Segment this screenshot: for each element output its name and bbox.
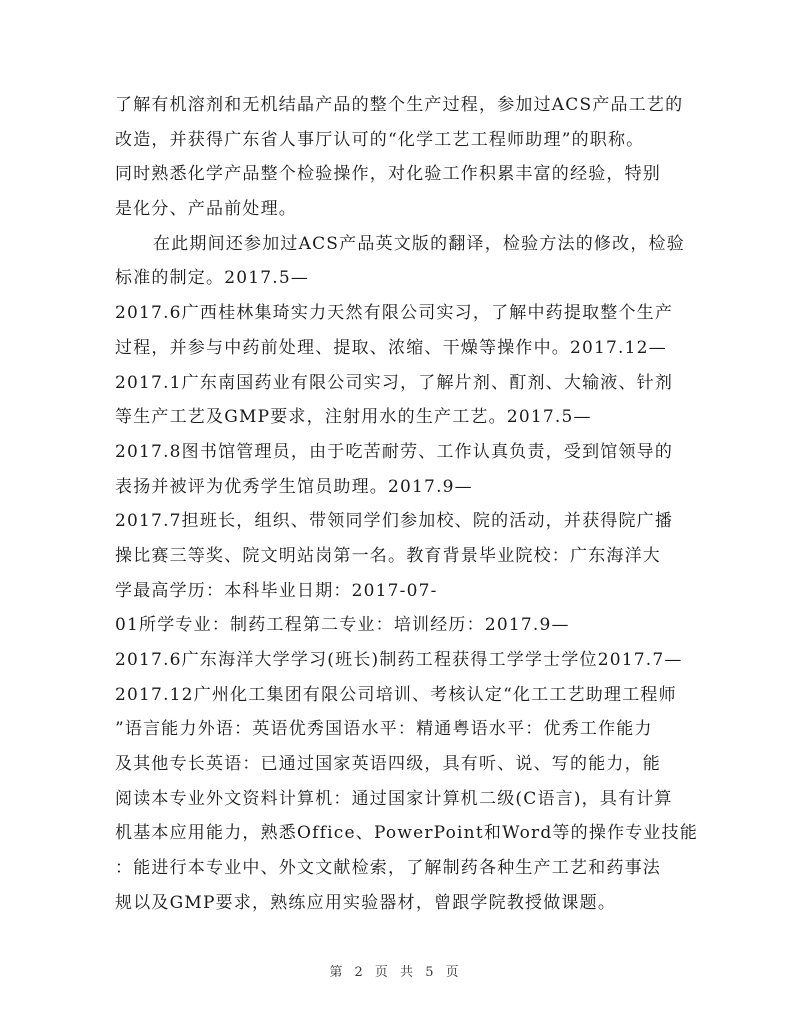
text-line: 2017.8图书馆管理员，由于吃苦耐劳、工作认真负责，受到馆领导的: [115, 441, 674, 462]
text-line: 过程，并参与中药前处理、提取、浓缩、干燥等操作中。2017.12—: [115, 337, 667, 358]
text-line: ”语言能力外语：英语优秀国语水平：精通粤语水平：优秀工作能力: [115, 719, 653, 740]
text-line: 阅读本专业外文资料计算机：通过国家计算机二级(C语言)，具有计算: [115, 788, 673, 809]
text-line-indented: 在此期间还参加过ACS产品英文版的翻译，检验方法的修改，检验: [153, 233, 685, 254]
text-line: 了解有机溶剂和无机结晶产品的整个生产过程，参加过ACS产品工艺的: [115, 95, 684, 115]
page-number-footer: 第 2 页 共 5 页: [329, 965, 463, 980]
text-line: 2017.6广东海洋大学学习(班长)制药工程获得工学学士学位2017.7—: [115, 650, 683, 670]
text-line: 表扬并被评为优秀学生馆员助理。2017.9—: [115, 476, 473, 497]
text-line: 是化分、产品前处理。: [115, 199, 297, 220]
document-body: [115, 88, 699, 921]
text-line: ：能进行本专业中、外文文献检索，了解制药各种生产工艺和药事法: [115, 858, 661, 879]
text-line: 同时熟悉化学产品整个检验操作，对化验工作积累丰富的经验，特别: [115, 164, 661, 185]
text-line: 改造，并获得广东省人事厅认可的“化学工艺工程师助理”的职称。: [115, 129, 645, 150]
text-line: 及其他专长英语：已通过国家英语四级，具有听、说、写的能力，能: [115, 754, 661, 775]
text-line: 操比赛三等奖、院文明站岗第一名。教育背景毕业院校：广东海洋大: [115, 545, 661, 566]
text-line: 2017.1广东南国药业有限公司实习，了解片剂、酊剂、大输液、针剂: [115, 372, 674, 393]
text-line: 机基本应用能力，熟悉Office、PowerPoint和Word等的操作专业技能: [115, 823, 699, 844]
text-line: 2017.12广州化工集团有限公司培训、考核认定“化工工艺助理工程师: [115, 684, 677, 705]
text-line: 2017.6广西桂林集琦实力天然有限公司实习，了解中药提取整个生产: [115, 303, 674, 324]
text-line: 2017.7担班长，组织、带领同学们参加校、院的活动，并获得院广播: [115, 511, 674, 532]
text-line: 01所学专业：制药工程第二专业：培训经历：2017.9—: [115, 615, 570, 636]
text-line: 等生产工艺及GMP要求，注射用水的生产工艺。2017.5—: [115, 407, 592, 428]
text-line: 规以及GMP要求，熟练应用实验器材，曾跟学院教授做课题。: [115, 892, 617, 913]
text-line: 学最高学历：本科毕业日期：2017-07-: [115, 580, 438, 601]
text-line: 标准的制定。2017.5—: [115, 268, 310, 289]
